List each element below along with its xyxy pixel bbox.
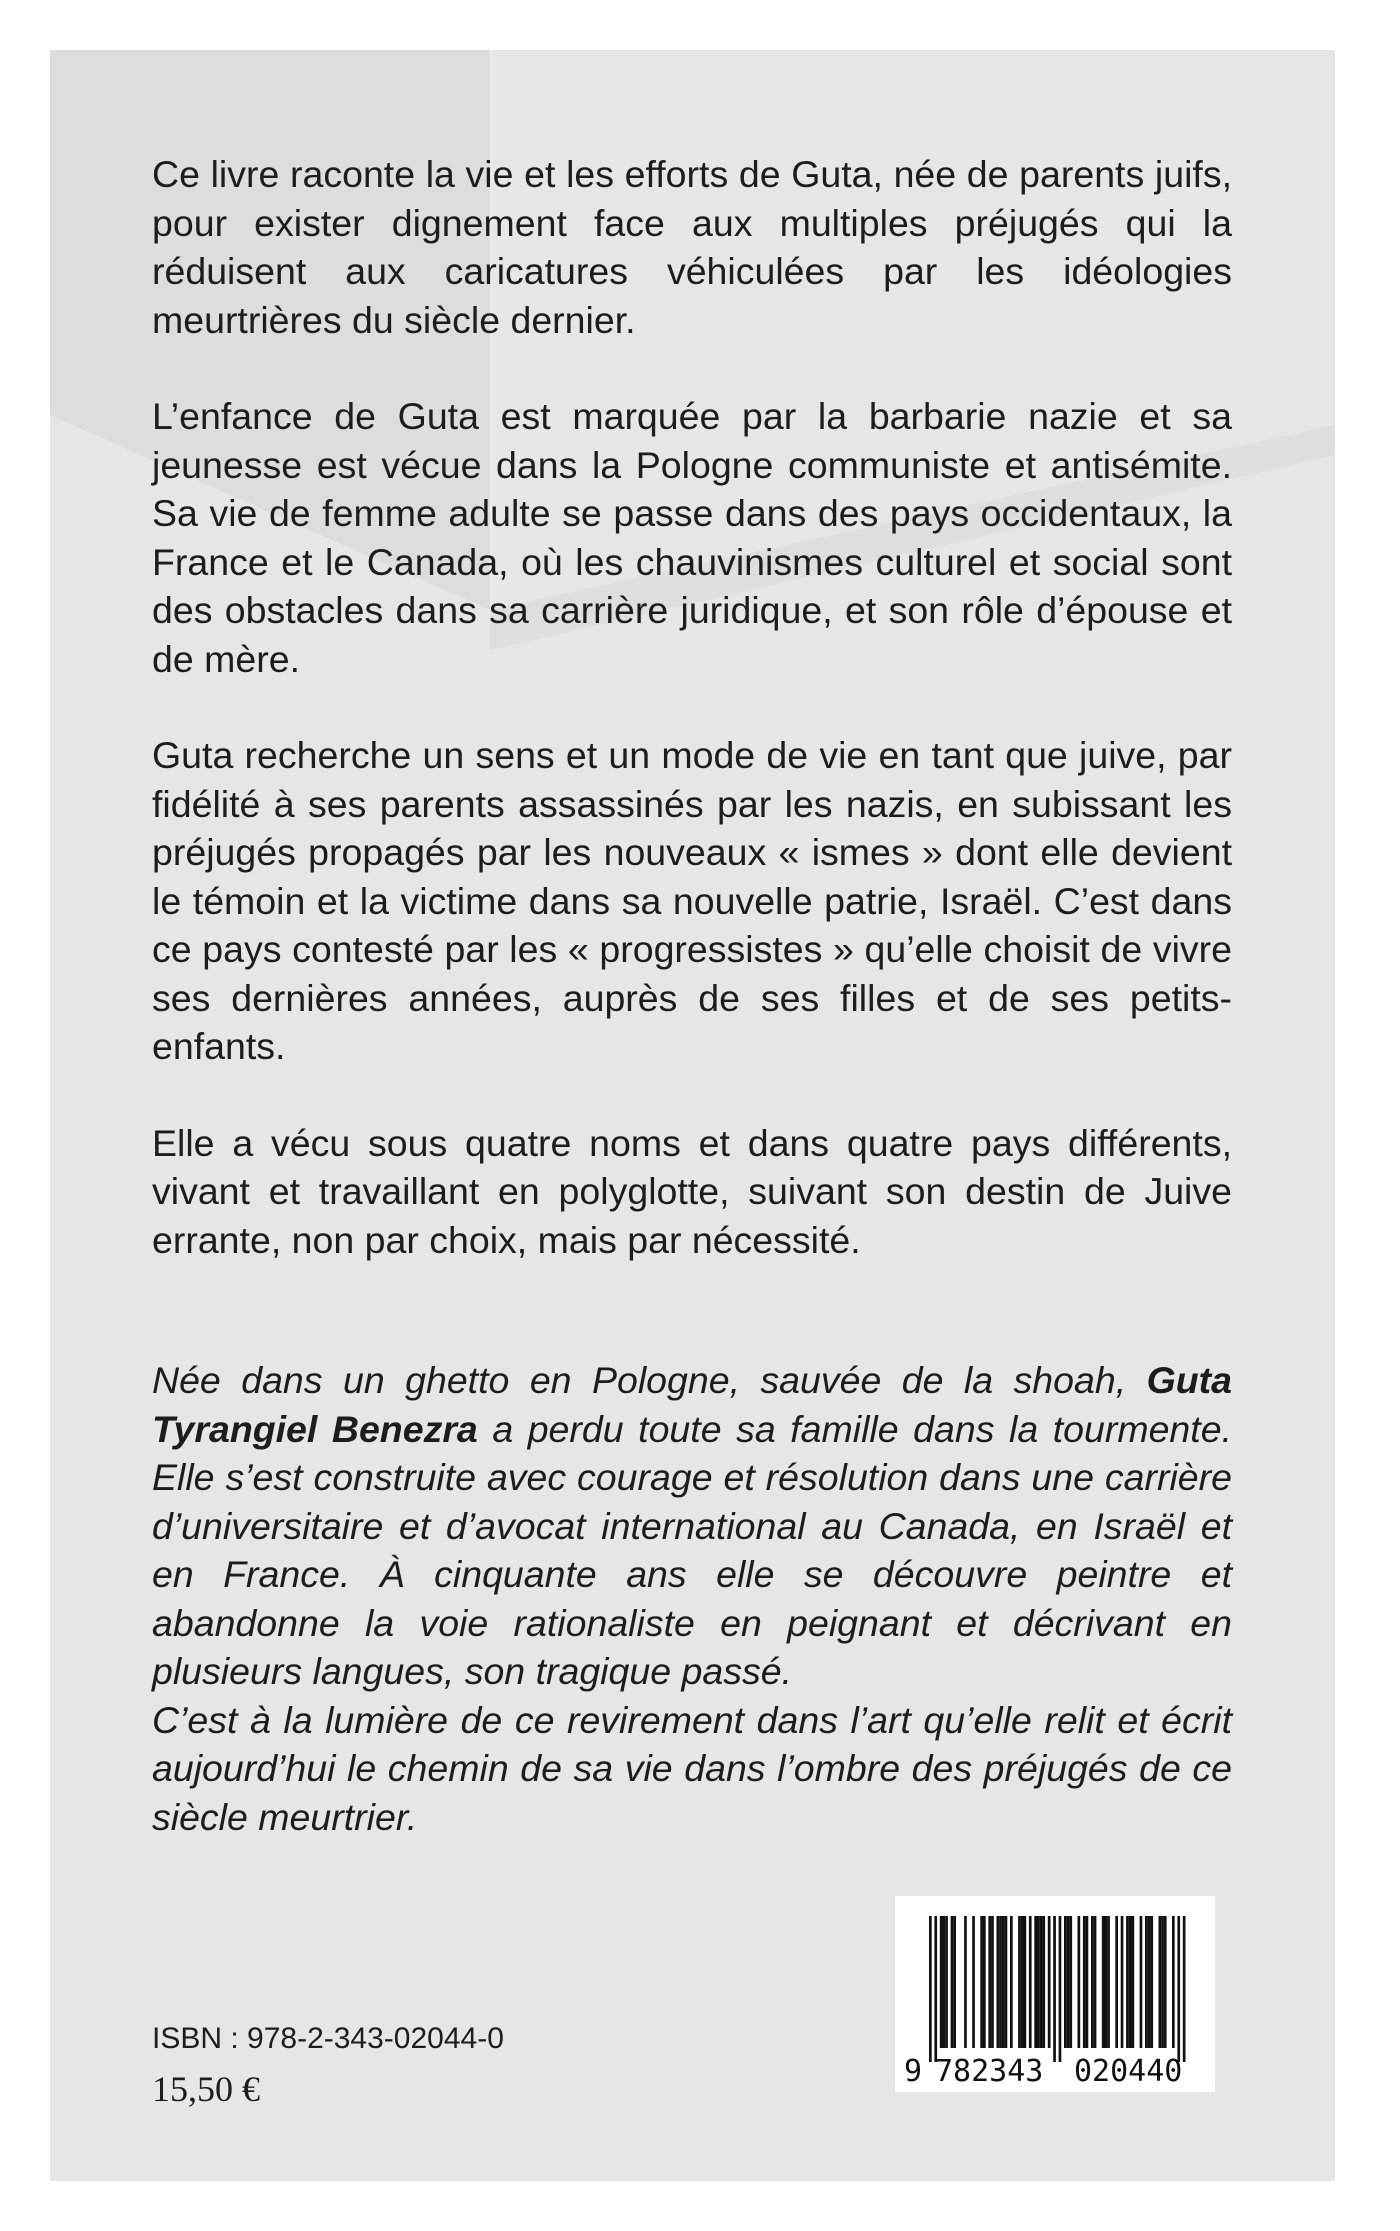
- barcode-bar: [1159, 1916, 1162, 2048]
- barcode-bar: [1002, 1916, 1005, 2048]
- barcode-bar: [1024, 1916, 1027, 2048]
- barcode-bar: [1132, 1916, 1135, 2048]
- barcode-bar: [1094, 1916, 1097, 2048]
- barcode-bar: [1105, 1916, 1108, 2048]
- blurb-paragraph-1: Ce livre raconte la vie et les efforts de Guta, née de parents juifs, pour exister dignement face aux multiples préjugés qui la réduisent aux caricatures véhiculées par les idéologies meurtrières du siècle dernier.: [152, 153, 1232, 341]
- author-name: Guta Tyrangiel Benezra: [152, 1359, 1233, 1450]
- barcode-bar: [1126, 1916, 1129, 2048]
- barcode-right-group: 020440: [1074, 2054, 1183, 2089]
- barcode-bar: [997, 1916, 1000, 2048]
- price-label: 15,50 €: [152, 2069, 260, 2109]
- barcode-bar: [1078, 1916, 1081, 2048]
- barcode-bar: [1010, 1916, 1013, 2048]
- barcode-bar: [1145, 1916, 1148, 2048]
- barcode-bar: [988, 1916, 991, 2048]
- bio-rest: a perdu toute sa famille dans la tourmente. Elle s’est construite avec courage et résolution dans une carrière d’universitaire et d’avocat international au Canada, en Israël et en France. À cinquante ans elle se découvre peintre et abandonne la voie rationaliste en peignant et décrivant en plusieurs langues, son tragique passé.: [152, 1407, 1232, 1692]
- blurb-paragraph-2: L’enfance de Guta est marquée par la barbarie nazie et sa jeunesse est vécue dans la Pologne communiste et antisémite. Sa vie de femme adulte se passe dans des pays occidentaux, la France et le Canada, où les chauvinismes culturel et social sont des obstacles dans sa carrière juridique, et son rôle d’épouse et de mère.: [152, 395, 1232, 680]
- barcode-bar: [945, 1916, 948, 2048]
- barcode-bar: [1037, 1916, 1040, 2048]
- barcode-bar: [1067, 1916, 1070, 2048]
- barcode-bar: [1164, 1916, 1167, 2048]
- barcode-bar: [1005, 1916, 1008, 2048]
- barcode-left-group: 782343: [935, 2054, 1044, 2089]
- barcode-bar: [1107, 1916, 1110, 2048]
- barcode-bar: [1115, 1916, 1118, 2048]
- barcode-bar: [991, 1916, 994, 2048]
- barcode-bars: [929, 1916, 1186, 2062]
- barcode-bar: [1040, 1916, 1043, 2048]
- barcode-bar: [1086, 1916, 1089, 2048]
- bio-intro: Née dans un ghetto en Pologne, sauvée de la shoah,: [152, 1359, 1127, 1401]
- barcode-bar: [999, 1916, 1002, 2048]
- barcode-bar: [929, 1916, 932, 2062]
- barcode-bar: [940, 1916, 943, 2048]
- blurb-paragraph-4: Elle a vécu sous quatre noms et dans quatre pays différents, vivant et travaillant en polyglotte, suivant son destin de Juive errante, non par choix, mais par nécessité.: [152, 1121, 1232, 1261]
- barcode-first-digit: 9: [904, 2054, 923, 2089]
- barcode-bar: [1034, 1916, 1037, 2048]
- barcode-bar: [943, 1916, 946, 2048]
- barcode-bar: [1129, 1916, 1132, 2048]
- barcode-bar: [1148, 1916, 1151, 2048]
- barcode-bar: [1083, 1916, 1086, 2048]
- barcode-bar: [1064, 1916, 1067, 2048]
- barcode-bar: [1091, 1916, 1094, 2048]
- back-cover: [50, 50, 1335, 2181]
- barcode-bar: [1150, 1916, 1153, 2048]
- barcode-bar: [1069, 1916, 1072, 2048]
- blurb-paragraph-3: Guta recherche un sens et un mode de vie en tant que juive, par fidélité à ses parents assassinés par les nazis, en subissant les préjugés propagés par les nouveaux « ismes » dont elle devient le témoin et la victime dans sa nouvelle patrie, Israël. C’est dans ce pays contesté par les « progressistes » qu’elle choisit de vivre ses dernières années, auprès de ses filles et de ses petits-enfants.: [152, 734, 1232, 1067]
- barcode-bar: [934, 1916, 937, 2062]
- barcode-bar: [951, 1916, 954, 2048]
- barcode-bar: [1121, 1916, 1124, 2048]
- barcode-bar: [1140, 1916, 1143, 2048]
- barcode-bar: [1029, 1916, 1032, 2048]
- barcode-bar: [953, 1916, 956, 2048]
- barcode-bar: [1018, 1916, 1021, 2048]
- barcode-bar: [1053, 1916, 1056, 2062]
- barcode-bar: [1021, 1916, 1024, 2048]
- barcode-bar: [1102, 1916, 1105, 2048]
- barcode-bar: [1161, 1916, 1164, 2048]
- barcode: [895, 1896, 1215, 2092]
- bio-closing: C’est à la lumière de ce revirement dans l’art qu’elle relit et écrit aujourd’hui le chemin de sa vie dans l’ombre des préjugés de ce siècle meurtrier.: [152, 1698, 1232, 1838]
- barcode-bar: [983, 1916, 986, 2048]
- isbn-label: ISBN : 978-2-343-02044-0: [152, 2022, 504, 2055]
- barcode-bar: [1059, 1916, 1062, 2062]
- barcode-bar: [972, 1916, 975, 2048]
- barcode-bar: [1048, 1916, 1051, 2048]
- barcode-bar: [1042, 1916, 1045, 2048]
- barcode-bar: [964, 1916, 967, 2048]
- barcode-bar: [980, 1916, 983, 2048]
- author-bio: [152, 1356, 1232, 1841]
- cover-text: [152, 150, 1232, 1841]
- barcode-bar: [1183, 1916, 1186, 2062]
- barcode-bar: [1177, 1916, 1180, 2062]
- barcode-bar: [1172, 1916, 1175, 2048]
